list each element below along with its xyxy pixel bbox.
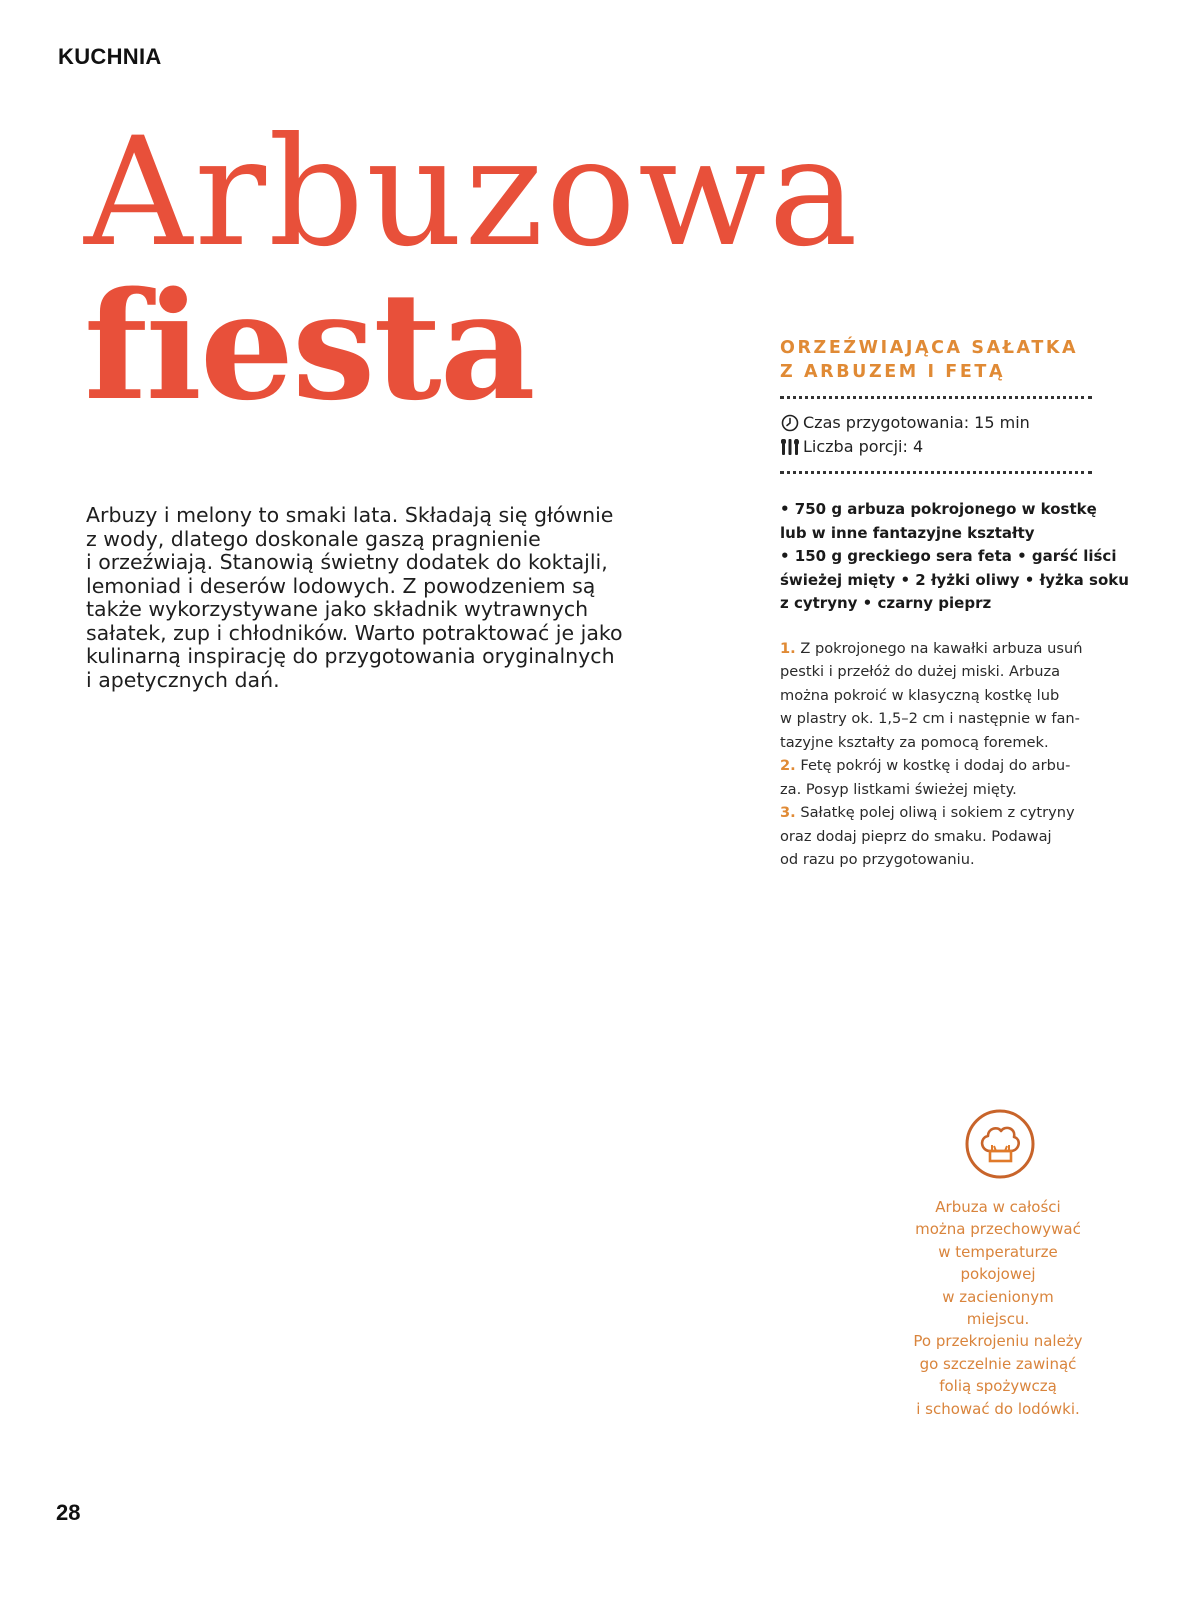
section-label: KUCHNIA: [58, 44, 162, 69]
step-line: oraz dodaj pieprz do smaku. Podawaj: [780, 827, 1052, 845]
step-line: tazyjne kształty za pomocą foremek.: [780, 733, 1049, 751]
step-number: 3.: [780, 804, 796, 821]
step-number: 2.: [780, 757, 796, 774]
tip-line: folią spożywczą: [939, 1377, 1057, 1396]
storage-tip: [898, 1196, 1098, 1420]
intro-line: i apetycznych dań.: [86, 667, 280, 692]
tip-line: w temperaturze: [938, 1242, 1058, 1261]
intro-line: Arbuzy i melony to smaki lata. Składają się głównie: [86, 503, 614, 527]
prep-time: [780, 411, 1100, 435]
step-line: Z pokrojonego na kawałki arbuza usuń: [795, 639, 1083, 657]
step-line: Fetę pokrój w kostkę i dodaj do arbu-: [795, 757, 1071, 774]
step-2: [780, 754, 1100, 778]
intro-line: także wykorzystywane jako składnik wytrawnych: [86, 597, 589, 621]
step-1: [780, 637, 1100, 661]
step-line: od razu po przygotowaniu.: [780, 851, 975, 868]
intro-line: z wody, dlatego doskonale gaszą pragnienie: [86, 526, 541, 551]
page-title-line1: Arbuzowa: [84, 106, 860, 280]
tip-line: Arbuza w całości: [935, 1198, 1061, 1216]
tip-line: miejscu.: [966, 1310, 1030, 1329]
tip-line: Po przekrojeniu należy: [913, 1332, 1083, 1351]
tip-line: w zacienionym: [942, 1287, 1054, 1306]
step-line: w plastry ok. 1,5–2 cm i następnie w fan-: [780, 710, 1080, 727]
step-line: pestki i przełóż do dużej miski. Arbuza: [780, 663, 1061, 680]
intro-line: lemoniad i deserów lodowych. Z powodzeniem są: [86, 573, 596, 598]
ingredient-line: świeżej mięty • 2 łyżki oliwy • łyżka soku: [780, 570, 1129, 589]
recipe-title: [780, 336, 1100, 384]
step-number: 1.: [780, 639, 796, 657]
chef-hat-icon: [964, 1108, 1036, 1180]
page-number: 28: [56, 1500, 81, 1525]
intro-line: kulinarną inspirację do przygotowania oryginalnych: [86, 644, 615, 668]
ingredient-line: z cytryny • czarny pieprz: [780, 594, 992, 612]
servings-label: Liczba porcji: 4: [803, 437, 924, 456]
recipe-title-line: Z ARBUZEM I FETĄ: [780, 362, 1006, 382]
intro-line: sałatek, zup i chłodników. Warto potraktować je jako: [86, 620, 623, 645]
tip-line: można przechowywać: [915, 1220, 1081, 1239]
dotted-divider: [780, 396, 1092, 399]
ingredient-line: • 750 g arbuza pokrojonego w kostkę: [780, 500, 1097, 518]
cutlery-icon: [780, 438, 800, 456]
tip-line: go szczelnie zawinąć: [919, 1354, 1077, 1373]
ingredient-line: lub w inne fantazyjne kształty: [780, 523, 1035, 542]
ingredients-list: [780, 498, 1129, 616]
tip-line: i schować do lodówki.: [916, 1399, 1080, 1418]
recipe-title-line: ORZEŹWIAJĄCA SAŁATKA: [780, 338, 1079, 358]
step-3: [780, 801, 1100, 825]
step-line: Sałatkę polej oliwą i sokiem z cytryny: [795, 804, 1075, 821]
clock-icon: [780, 414, 800, 432]
page-title-line2: fiesta: [84, 259, 534, 433]
steps-list: [780, 637, 1100, 872]
ingredient-line: • 150 g greckiego sera feta • garść liści: [780, 547, 1117, 565]
intro-line: i orzeźwiają. Stanowią świetny dodatek do koktajli,: [86, 550, 608, 574]
recipe-box: [780, 336, 1129, 872]
prep-time-label: Czas przygotowania: 15 min: [803, 413, 1030, 432]
intro-paragraph: [86, 504, 686, 692]
dotted-divider: [780, 471, 1092, 474]
tip-line: pokojowej: [960, 1265, 1036, 1284]
servings: [780, 435, 1100, 459]
step-line: można pokroić w klasyczną kostkę lub: [780, 686, 1060, 704]
step-line: za. Posyp listkami świeżej mięty.: [780, 780, 1017, 798]
